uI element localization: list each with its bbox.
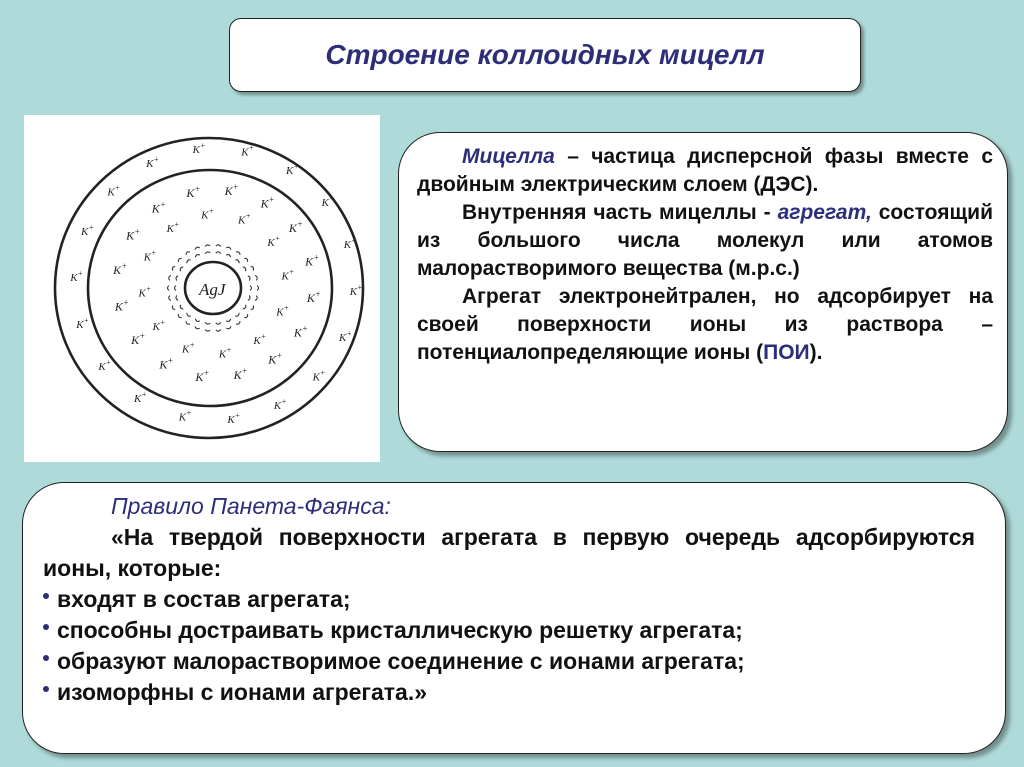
- iodide-ion-mark: [169, 276, 171, 281]
- iodide-ion-mark: [175, 286, 177, 291]
- iodide-ion-mark: [243, 267, 246, 271]
- aggregate-text: состоящий из большого числа молекул или атомов малорастворимого вещества (м.р.с.): [417, 201, 994, 280]
- bullet-icon: [43, 655, 49, 661]
- iodide-ion-mark: [236, 321, 240, 324]
- potassium-ion-label: K+: [273, 397, 287, 412]
- potassium-ion-label: K+: [113, 261, 128, 277]
- potassium-ion-label: K+: [166, 220, 180, 236]
- iodide-ion-mark: [226, 326, 231, 328]
- iodide-ion-mark: [195, 255, 200, 258]
- iodide-ion-mark: [216, 322, 221, 324]
- iodide-ion-mark: [251, 266, 254, 270]
- iodide-ion-mark: [235, 313, 239, 316]
- iodide-ion-mark: [195, 326, 200, 328]
- rule-list: [43, 584, 975, 708]
- bullet-icon: [43, 624, 49, 630]
- potassium-ion-label: K+: [343, 235, 357, 251]
- iodide-ion-mark: [180, 305, 183, 309]
- potassium-ion-label: K+: [233, 366, 248, 383]
- iodide-ion-mark: [195, 319, 200, 322]
- definition-box: [398, 132, 1008, 452]
- rule-box: [22, 482, 1006, 754]
- micelle-term: Мицелла: [462, 145, 555, 168]
- iodide-ion-mark: [172, 305, 175, 309]
- potassium-ion-label: K+: [131, 330, 146, 347]
- potassium-ion-label: K+: [107, 183, 121, 199]
- iodide-ion-mark: [172, 266, 175, 270]
- page-title: Строение коллоидных мицелл: [325, 39, 765, 70]
- iodide-ion-mark: [251, 305, 254, 309]
- iodide-ion-mark: [187, 313, 191, 316]
- aggregate-definition: [417, 199, 993, 283]
- aggregate-adsorption: [417, 283, 993, 367]
- potassium-ion-label: K+: [159, 355, 174, 372]
- iodide-ion-mark: [176, 276, 178, 281]
- potassium-ion-label: K+: [138, 284, 152, 300]
- potassium-ion-label: K+: [151, 199, 166, 216]
- iodide-ion-mark: [243, 305, 246, 309]
- list-item: изоморфны с ионами агрегата.»: [43, 677, 975, 708]
- iodide-ion-mark: [236, 252, 240, 255]
- potassium-ion-label: K+: [339, 328, 352, 344]
- rule-quote: «На твердой поверхности агрегата в первую очередь адсорбируются ионы, которые:: [43, 524, 975, 581]
- potassium-ion-label: K+: [134, 390, 147, 406]
- iodide-ion-mark: [168, 286, 170, 291]
- potassium-ion-label: K+: [349, 282, 363, 298]
- aggregate-prefix: Внутренняя часть мицеллы -: [462, 201, 778, 224]
- iodide-ion-mark: [226, 255, 231, 258]
- iodide-ion-mark: [178, 258, 181, 262]
- iodide-ion-mark: [205, 329, 210, 331]
- iodide-ion-mark: [176, 295, 178, 300]
- potassium-ion-label: K+: [227, 410, 241, 426]
- potassium-ion-label: K+: [293, 323, 308, 340]
- poi-abbr: ПОИ: [763, 341, 810, 364]
- aggregate-term: агрегат,: [777, 201, 872, 224]
- potassium-ion-label: K+: [76, 316, 89, 332]
- potassium-ion-label: K+: [152, 318, 166, 334]
- bullet-icon: [43, 686, 49, 692]
- iodide-ion-mark: [205, 245, 210, 247]
- iodide-ion-mark: [244, 314, 247, 318]
- iodide-ion-mark: [235, 260, 239, 263]
- potassium-ion-label: K+: [286, 161, 299, 177]
- core-label: AgJ: [199, 280, 226, 299]
- iodide-ion-mark: [226, 247, 231, 249]
- potassium-ion-label: K+: [238, 211, 251, 227]
- potassium-ion-label: K+: [201, 206, 214, 222]
- title-box: [229, 18, 861, 92]
- potassium-ion-label: K+: [305, 252, 320, 269]
- iodide-ion-mark: [226, 319, 231, 322]
- iodide-ion-mark: [257, 286, 259, 291]
- potassium-ion-label: K+: [267, 233, 281, 249]
- micelle-definition: [417, 143, 993, 199]
- potassium-ion-label: K+: [186, 183, 201, 200]
- potassium-ion-label: K+: [321, 193, 335, 209]
- potassium-ion-label: K+: [253, 331, 267, 347]
- iodide-ion-mark: [244, 258, 247, 262]
- potassium-ion-label: K+: [260, 194, 275, 211]
- iodide-ion-mark: [180, 267, 183, 271]
- potassium-ion-label: K+: [306, 289, 321, 305]
- iodide-ion-mark: [195, 247, 200, 249]
- iodide-ion-mark: [205, 252, 210, 254]
- potassium-ion-label: K+: [114, 297, 129, 314]
- micelle-definition-text: – частица дисперсной фазы вместе с двойным электрическим слоем (ДЭС).: [417, 145, 993, 196]
- iodide-ion-mark: [178, 314, 181, 318]
- bullet-icon: [43, 593, 49, 599]
- list-item: образуют малорастворимое соединение с ионами агрегата;: [43, 646, 975, 677]
- iodide-ion-mark: [169, 296, 171, 301]
- potassium-ion-label: K+: [192, 141, 206, 157]
- potassium-ion-label: K+: [281, 267, 295, 283]
- iodide-ion-mark: [248, 276, 250, 281]
- iodide-ion-mark: [248, 295, 250, 300]
- iodide-ion-mark: [250, 286, 252, 291]
- potassium-ion-label: K+: [195, 367, 210, 384]
- iodide-ion-mark: [255, 296, 257, 301]
- iodide-ion-mark: [216, 329, 221, 331]
- iodide-ion-mark: [186, 321, 190, 324]
- potassium-ion-label: K+: [146, 155, 159, 170]
- potassium-ion-label: K+: [276, 303, 290, 319]
- potassium-ion-label: K+: [268, 350, 283, 367]
- iodide-ion-mark: [255, 276, 257, 281]
- iodide-ion-mark: [205, 322, 210, 324]
- potassium-ion-label: K+: [126, 226, 141, 243]
- iodide-ion-mark: [216, 245, 221, 247]
- potassium-ion-label: K+: [218, 345, 232, 361]
- potassium-ion-label: K+: [143, 248, 157, 264]
- potassium-ion-label: K+: [182, 340, 195, 356]
- potassium-ion-label: K+: [81, 223, 94, 239]
- rule-title: Правило Панета-Фаянса:: [111, 493, 391, 519]
- iodide-ion-mark: [186, 252, 190, 255]
- potassium-ion-label: K+: [224, 182, 239, 199]
- iodide-ion-mark: [187, 260, 191, 263]
- iodide-ion-mark: [216, 252, 221, 254]
- list-item: входят в состав агрегата;: [43, 584, 975, 615]
- adsorption-text: Агрегат электронейтрален, но адсорбирует на своей поверхности ионы из раствора – потенциалопределяющие ионы (: [417, 285, 993, 364]
- micelle-diagram-svg: [24, 115, 380, 462]
- potassium-ion-label: K+: [178, 408, 192, 424]
- potassium-ion-label: K+: [70, 269, 83, 285]
- potassium-ion-label: K+: [288, 219, 303, 236]
- micelle-diagram: [24, 115, 380, 462]
- potassium-ion-label: K+: [98, 358, 112, 374]
- adsorption-end: ).: [809, 341, 823, 364]
- potassium-ion-label: K+: [312, 368, 326, 384]
- potassium-ion-label: K+: [241, 143, 254, 159]
- list-item: способны достраивать кристаллическую решетку агрегата;: [43, 615, 975, 646]
